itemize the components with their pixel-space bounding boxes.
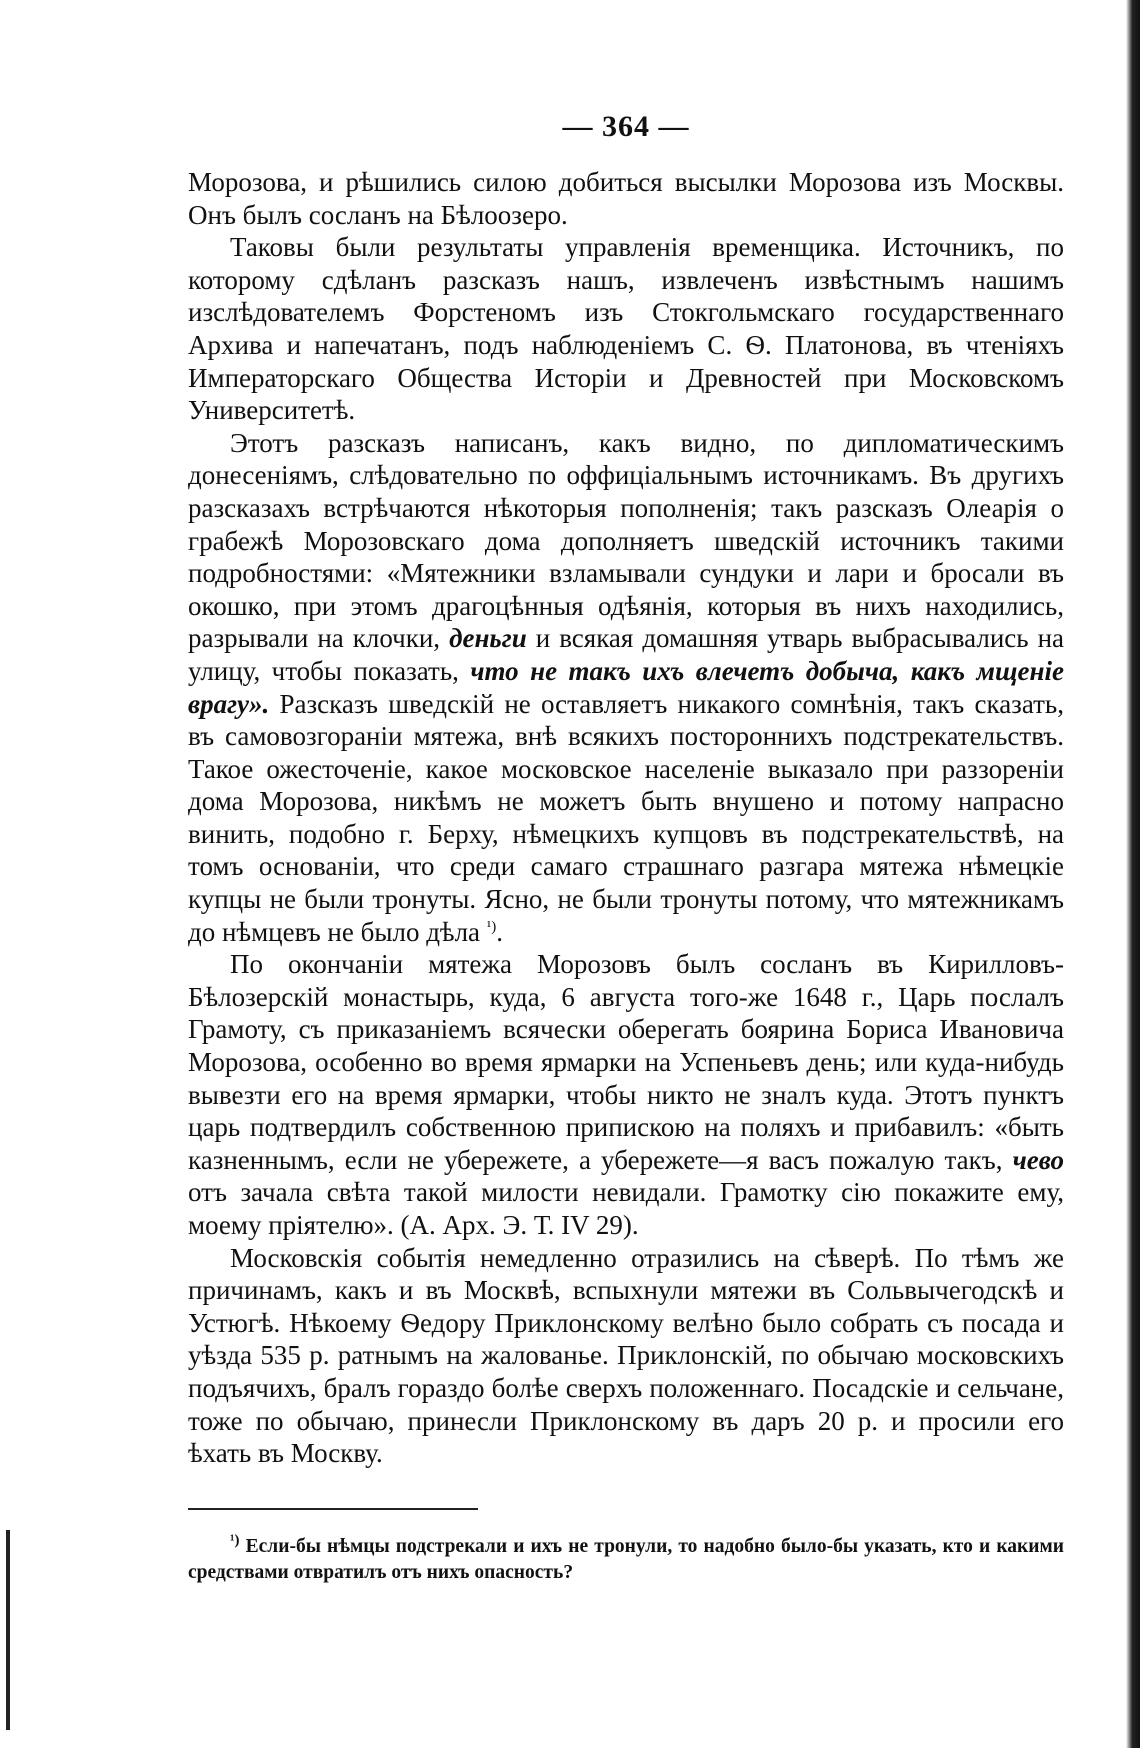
paragraph-3-text-b: и всякая домашняя утварь выбрасывались на улицу, чтобы показать, [188, 623, 1064, 686]
scan-edge-shadow [1126, 0, 1140, 1748]
paragraph-2: Таковы были результаты управленія временщика. Источникъ, по которому сдѣланъ разсказъ нашъ, извлеченъ извѣстнымъ нашимъ изслѣдователемъ Форстеномъ изъ Стокгольмскаго государственнаго Архива и напечатанъ, подъ наблюденіемъ С. Ѳ. Платонова, въ чтеніяхъ Императорскаго Общества Исторіи и Древностей при Московскомъ Университетѣ. [188, 232, 1064, 426]
footnote-divider [188, 1508, 478, 1510]
paragraph-3 [188, 427, 1064, 949]
paragraph-4-text-a: По окончаніи мятежа Морозовъ былъ сосланъ въ Кирилловъ-Бѣлозерскій монастырь, куда, 6 августа того-же 1648 г., Царь послалъ Грамоту, съ приказаніемъ всячески оберегать боярина Бориса Ивановича Морозова, особенно во время ярмарки на Успеньевъ день; или куда-нибудь вывезти его на время ярмарки, чтобы никто не зналъ куда. Этотъ пунктъ царь подтвердилъ собственною припискою на поляхъ и прибавилъ: «быть казненнымъ, если не убережете, а убережете—я васъ пожалую такъ, [188, 949, 1064, 1175]
paragraph-5: Московскія событія немедленно отразились на сѣверѣ. По тѣмъ же причинамъ, какъ и въ Москвѣ, вспыхнули мятежи въ Сольвычегодскѣ и Устюгѣ. Нѣкоему Ѳедору Приклонскому велѣно было собрать съ посада и уѣзда 535 р. ратнымъ на жалованье. Приклонскій, по обычаю московскихъ подъячихъ, бралъ гораздо болѣе сверхъ положеннаго. Посадскіе и сельчане, тоже по обычаю, принесли Приклонскому въ даръ 20 р. и просили его ѣхать въ Москву. [188, 1242, 1064, 1469]
emphasis-chevo: чево [1012, 1144, 1064, 1175]
paragraph-4-text-b: отъ зачала свѣта такой милости невидали. Грамотку сію покажите ему, моему пріятелю». (А. Арх. Э. Т. IV 29). [188, 1177, 1064, 1240]
emphasis-dengi: деньги [449, 623, 527, 654]
main-text [188, 166, 1064, 1470]
footnote-text: Если-бы нѣмцы подстрекали и ихъ не тронули, то надобно было-бы указать, кто и какими средствами отвратилъ отъ нихъ опасность? [188, 1535, 1065, 1583]
footnote [188, 1534, 1064, 1586]
emphasis-quote: что не такъ ихъ влечетъ добыча, какъ мщеніе врагу». [188, 655, 1064, 719]
page-number: — 364 — [562, 110, 690, 143]
paragraph-1: Морозова, и рѣшились силою добиться высылки Морозова изъ Москвы. Онъ былъ сосланъ на Бѣлоозеро. [188, 167, 1064, 230]
paragraph-3-text-c: Разсказъ шведскій не оставляетъ никакого сомнѣнія, такъ сказать, въ самовозгораніи мятежа, внѣ всякихъ постороннихъ подстрекательствъ. Такое ожесточеніе, какое московское населеніе выказало при раззореніи дома Морозова, никѣмъ не можетъ быть внушено и потому напрасно винить, подобно г. Берху, нѣмецкихъ купцовъ въ подстрекательствѣ, на томъ основаніи, что среди самаго страшнаго разгара мятежа нѣмецкіе купцы не были тронуты. Ясно, не были тронуты потому, что мятежникамъ до нѣмцевъ не было дѣла [188, 688, 1064, 947]
footnote-marker: ¹) [230, 1532, 240, 1549]
paragraph-3-text-a: Этотъ разсказъ написанъ, какъ видно, по дипломатическимъ донесеніямъ, слѣдовательно по оффиціальнымъ источникамъ. Въ другихъ разсказахъ встрѣчаются нѣкоторыя пополненія; такъ разсказъ Олеарія о грабежѣ Морозовскаго дома дополняетъ шведскій источникъ такими подробностями: «Мятежники взламывали сундуки и лари и бросали въ окошко, при этомъ драгоцѣнныя одѣянія, которыя въ нихъ находились, разрывали на клочки, [188, 427, 1064, 654]
footnote-reference: ¹) [486, 918, 497, 935]
book-page [188, 110, 1064, 1586]
scan-edge-mark [6, 1530, 10, 1730]
paragraph-4 [188, 948, 1064, 1241]
paragraph-3-end: . [496, 916, 504, 947]
